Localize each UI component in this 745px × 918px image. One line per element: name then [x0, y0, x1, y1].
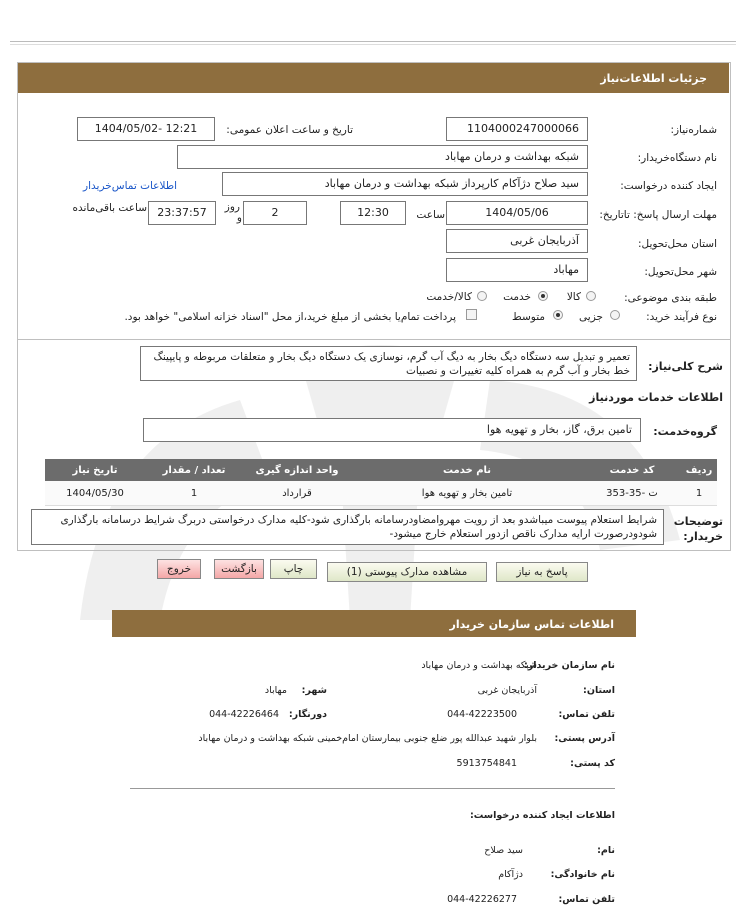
description-field: تعمیر و تبدیل سه دستگاه دیگ بخار به دیگ آب گرم، نوسازی یک دستگاه دیگ بخار و متعلقات مربوطه و پایپینگ خط بخار و آب گرم به همراه کلیه تغییرات و نصبیات — [140, 346, 637, 381]
creator-family-value: دژآکام — [498, 869, 523, 880]
remaining-label: ساعت باقی‌مانده — [72, 202, 147, 214]
service-group-label: گروه‌خدمت: — [653, 425, 717, 438]
table-header-row — [45, 459, 717, 481]
contact-phone-value: 044-42223500 — [447, 709, 517, 720]
table-row — [45, 481, 717, 506]
cell-name: تامین بخار و تهویه هوا — [351, 481, 583, 506]
service-group-field: تامین برق، گاز، بخار و تهویه هوا — [143, 418, 641, 442]
province-field: آذربایجان غربی — [446, 229, 588, 253]
contact-province-value: آذربایجان غربی — [477, 685, 537, 696]
category-radio-service[interactable] — [538, 291, 548, 301]
description-label: شرح کلی‌نیاز: — [648, 360, 723, 373]
col-unit: واحد اندازه گیری — [243, 459, 351, 481]
contact-org-value: شبکه بهداشت و درمان مهاباد — [421, 660, 537, 671]
process-label: نوع فرآیند خرید: — [646, 311, 717, 323]
category-option-goods: کالا — [566, 291, 581, 303]
contact-header — [112, 610, 636, 637]
top-divider — [10, 41, 736, 42]
print-button[interactable]: چاپ — [270, 559, 317, 579]
deadline-label: مهلت ارسال پاسخ: تاتاریخ: — [599, 209, 717, 221]
cell-date: 1404/05/30 — [45, 481, 145, 506]
details-title: جزئیات اطلاعات‌نیاز — [600, 72, 707, 85]
deadline-date-field: 1404/05/06 — [446, 201, 588, 225]
contact-city-value: مهاباد — [264, 685, 287, 696]
process-option-medium: متوسط — [512, 311, 545, 323]
contact-address-value: بلوار شهید عبدالله پور ضلع جنوبی بیمارستان امام‌خمینی شبکه بهداشت و درمان مهاباد — [198, 733, 537, 744]
category-option-goods-service: کالا/خدمت — [426, 291, 472, 303]
col-quantity: تعداد / مقدار — [145, 459, 243, 481]
contact-address-label: آدرس پستی: — [554, 733, 615, 744]
process-option-minor: جزیی — [579, 311, 603, 323]
col-code: کد خدمت — [583, 459, 681, 481]
contact-fax-label: دورنگار: — [288, 709, 327, 720]
cell-unit: قرارداد — [243, 481, 351, 506]
need-number-label: شماره‌نیاز: — [670, 124, 717, 136]
category-radio-goods-service[interactable] — [477, 291, 487, 301]
contact-province-label: استان: — [583, 685, 615, 696]
requester-field: سید صلاح دژآکام کارپرداز شبکه بهداشت و درمان مهاباد — [222, 172, 588, 196]
contact-title: اطلاعات تماس سازمان خریدار — [449, 618, 614, 631]
buyer-org-label: نام دستگاه‌خریدار: — [637, 152, 717, 164]
process-radio-minor[interactable] — [610, 310, 620, 320]
services-table — [45, 459, 717, 506]
category-label: طبقه بندی موضوعی: — [624, 292, 717, 304]
contact-city-label: شهر: — [301, 685, 327, 696]
cell-code: ت -35-353 — [583, 481, 681, 506]
requester-label: ایجاد کننده درخواست: — [620, 180, 717, 192]
attachments-button[interactable]: مشاهده مدارک پیوستی (1) — [327, 562, 487, 582]
col-name: نام خدمت — [351, 459, 583, 481]
cell-row: 1 — [681, 481, 717, 506]
details-header — [18, 63, 729, 93]
exit-button[interactable]: خروج — [157, 559, 201, 579]
province-label: استان محل‌تحویل: — [637, 238, 717, 250]
remaining-days-field: 2 — [243, 201, 307, 225]
buyer-contact-link[interactable]: اطلاعات تماس‌خریدار — [83, 180, 177, 192]
buyer-notes-field: شرایط استعلام پیوست میباشدو بعد از رویت مهروامضاودرسامانه بارگذاری شود-کلیه مدارک درخواستی دربرگ شرایط درسامانه بارگذاری شودودرصورت ارایه مدارک ناقص ازدور استعلام خارج میشود- — [31, 509, 664, 545]
announce-field: 1404/05/02- 12:21 — [77, 117, 215, 141]
creator-name-value: سید صلاح — [484, 845, 523, 856]
need-number-field: 1104000247000066 — [446, 117, 588, 141]
city-label: شهر محل‌تحویل: — [644, 266, 717, 278]
contact-postal-label: کد پستی: — [570, 758, 615, 769]
col-date: تاریخ نیاز — [45, 459, 145, 481]
creator-family-label: نام خانوادگی: — [550, 869, 615, 880]
services-section-title: اطلاعات خدمات موردنیاز — [589, 391, 723, 404]
remaining-time-field: 23:37:57 — [148, 201, 216, 225]
contact-phone-label: تلفن تماس: — [558, 709, 615, 720]
creator-title: اطلاعات ایجاد کننده درخواست: — [469, 810, 615, 821]
city-field: مهاباد — [446, 258, 588, 282]
process-radio-medium[interactable] — [553, 310, 563, 320]
creator-phone-label: تلفن تماس: — [558, 894, 615, 905]
payment-note: پرداخت تمام‌یا بخشی از مبلغ خرید،از محل "اسناد خزانه اسلامی" خواهد بود. — [124, 311, 456, 323]
treasury-checkbox[interactable] — [466, 309, 477, 320]
contact-fax-value: 044-42226464 — [209, 709, 279, 720]
buyer-notes-label-2: خریدار: — [683, 530, 723, 543]
contact-postal-value: 5913754841 — [456, 758, 517, 769]
reply-button[interactable]: پاسخ به نیاز — [496, 562, 588, 582]
col-row: ردیف — [681, 459, 717, 481]
creator-phone-value: 044-42226277 — [447, 894, 517, 905]
back-button[interactable]: بازگشت — [214, 559, 264, 579]
announce-label: تاریخ و ساعت اعلان عمومی: — [226, 124, 353, 136]
deadline-time-label: ساعت — [416, 209, 445, 221]
deadline-time-field: 12:30 — [340, 201, 406, 225]
buyer-org-field: شبکه بهداشت و درمان مهاباد — [177, 145, 588, 169]
and-label: و — [236, 212, 242, 224]
category-radio-goods[interactable] — [586, 291, 596, 301]
contact-divider — [130, 788, 615, 789]
contact-org-label: نام سازمان خریدار: — [524, 660, 615, 671]
days-label: روز — [224, 201, 240, 213]
top-divider-2 — [10, 44, 736, 45]
buyer-notes-label-1: توضیحات — [673, 515, 723, 528]
category-option-service: خدمت — [503, 291, 531, 303]
cell-quantity: 1 — [145, 481, 243, 506]
creator-name-label: نام: — [597, 845, 615, 856]
